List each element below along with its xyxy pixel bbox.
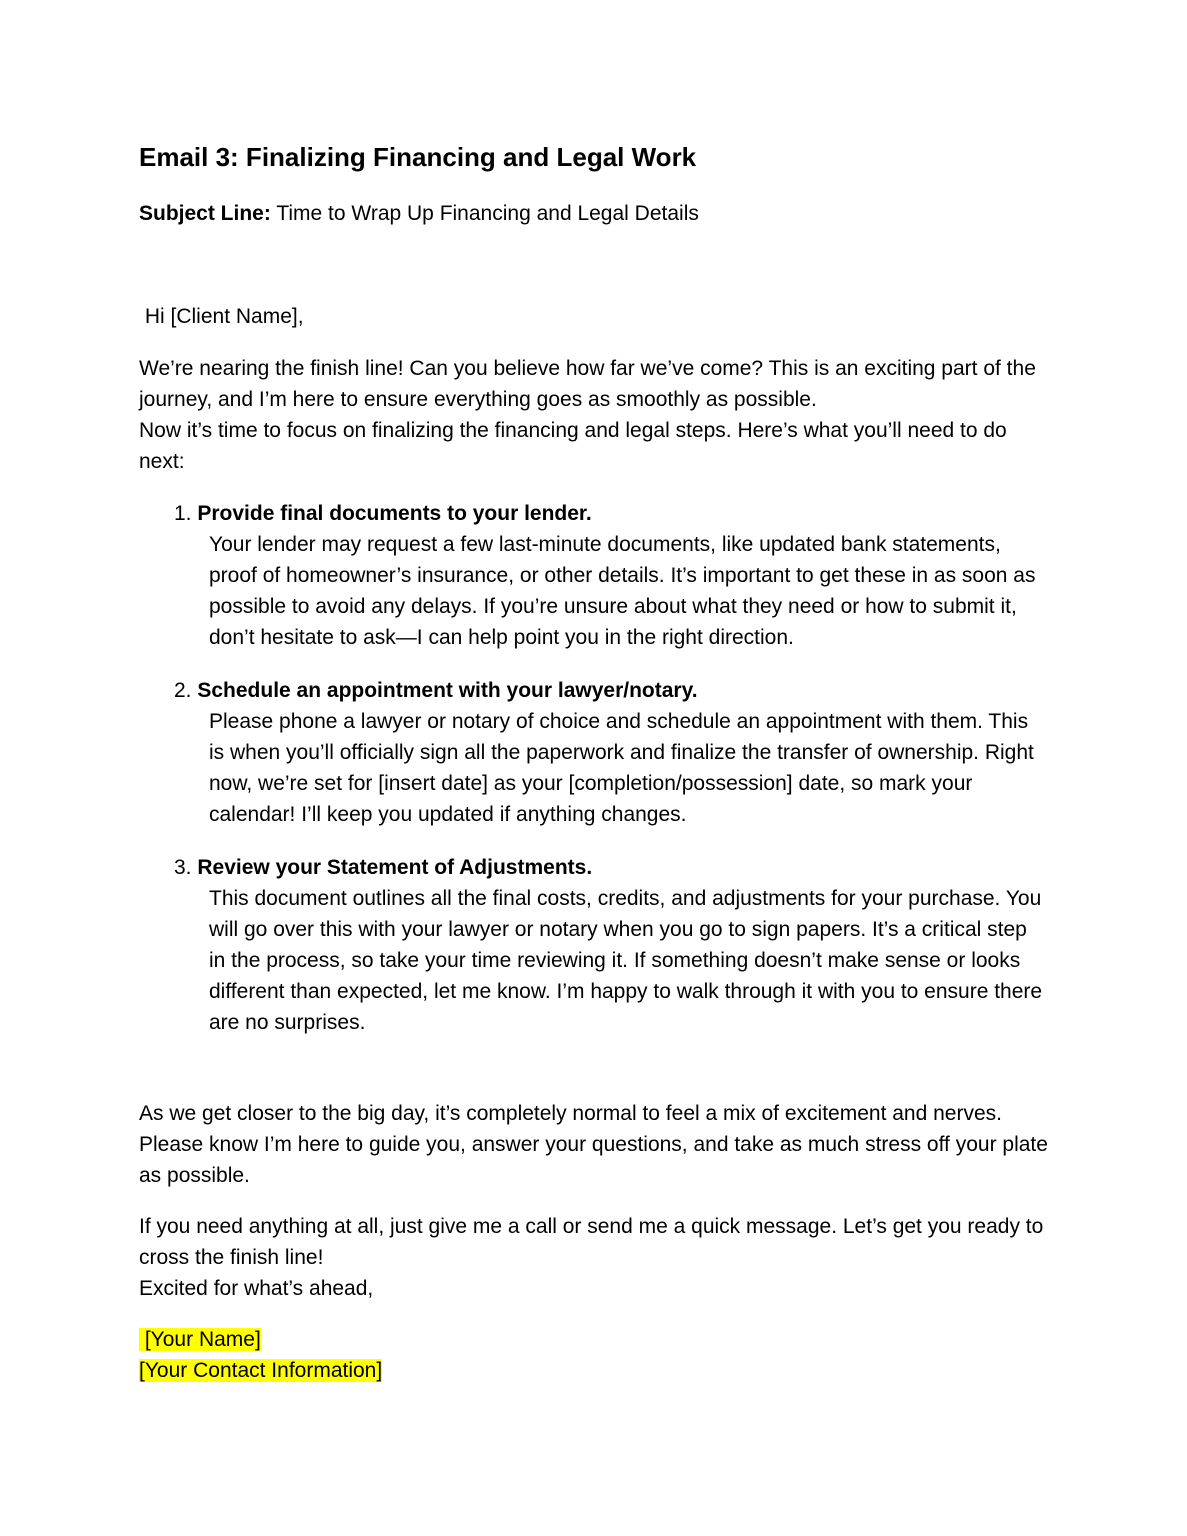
closing-paragraph-2-line-2: Excited for what’s ahead, [139,1277,374,1300]
closing-paragraph-2 [139,1211,1048,1304]
signature-block [139,1324,1048,1386]
subject-line [139,198,1048,229]
subject-text: Time to Wrap Up Financing and Legal Details [270,202,699,225]
intro-line-2: Now it’s time to focus on finalizing the financing and legal steps. Here’s what you’ll need to do next: [139,419,1013,473]
step-2-number: 2. [174,679,192,702]
step-2-body: Please phone a lawyer or notary of choice and schedule an appointment with them. This is when you’ll officially sign all the paperwork and finalize the transfer of ownership. Right now, we’re set for [insert date] as your [completion/possession] date, so mark your calendar! I’ll keep you updated if anything changes. [209,710,1040,826]
step-1-heading-line [174,498,1048,529]
step-3-number: 3. [174,856,192,879]
document-title: Email 3: Finalizing Financing and Legal Work [139,142,697,172]
greeting: Hi [Client Name], [139,305,304,328]
numbered-step-list [139,498,1048,1038]
step-1-body: Your lender may request a few last-minute documents, like updated bank statements, proof of homeowner’s insurance, or other details. It’s important to get these in as soon as possible to avoid any delays. If you’re unsure about what they need or how to submit it, don’t hesitate to ask—I can help point you in the right direction. [209,533,1042,649]
step-2-heading: Schedule an appointment with your lawyer/notary. [197,679,698,702]
signature-name-highlighted: [Your Name] [139,1328,261,1351]
subject-label: Subject Line: [139,202,271,225]
intro-line-1: We’re nearing the finish line! Can you believe how far we’ve come? This is an exciting part of the journey, and I’m here to ensure everything goes as smoothly as possible. [139,357,1042,411]
list-item-step-2 [174,675,1048,830]
list-item-step-1 [174,498,1048,653]
step-3-heading: Review your Statement of Adjustments. [197,856,593,879]
list-item-step-3 [174,852,1048,1038]
step-1-heading: Provide final documents to your lender. [197,502,592,525]
step-2-heading-line [174,675,1048,706]
closing-paragraph-1: As we get closer to the big day, it’s completely normal to feel a mix of excitement and nerves. Please know I’m here to guide you, answer your questions, and take as much stress off your plate as possible. [139,1102,1054,1187]
step-1-number: 1. [174,502,192,525]
intro-paragraph [139,353,1048,477]
closing-paragraph-2-line-1: If you need anything at all, just give me a call or send me a quick message. Let’s get you ready to cross the finish line! [139,1215,1050,1269]
signature-contact-highlighted: [Your Contact Information] [139,1359,383,1382]
step-3-body: This document outlines all the final costs, credits, and adjustments for your purchase. You will go over this with your lawyer or notary when you go to sign papers. It’s a critical step in the process, so take your time reviewing it. If something doesn’t make sense or looks different than expected, let me know. I’m happy to walk through it with you to ensure there are no surprises. [209,887,1048,1034]
signature-contact-line [139,1355,1048,1386]
step-3-heading-line [174,852,1048,883]
signature-name-line [139,1324,1048,1355]
